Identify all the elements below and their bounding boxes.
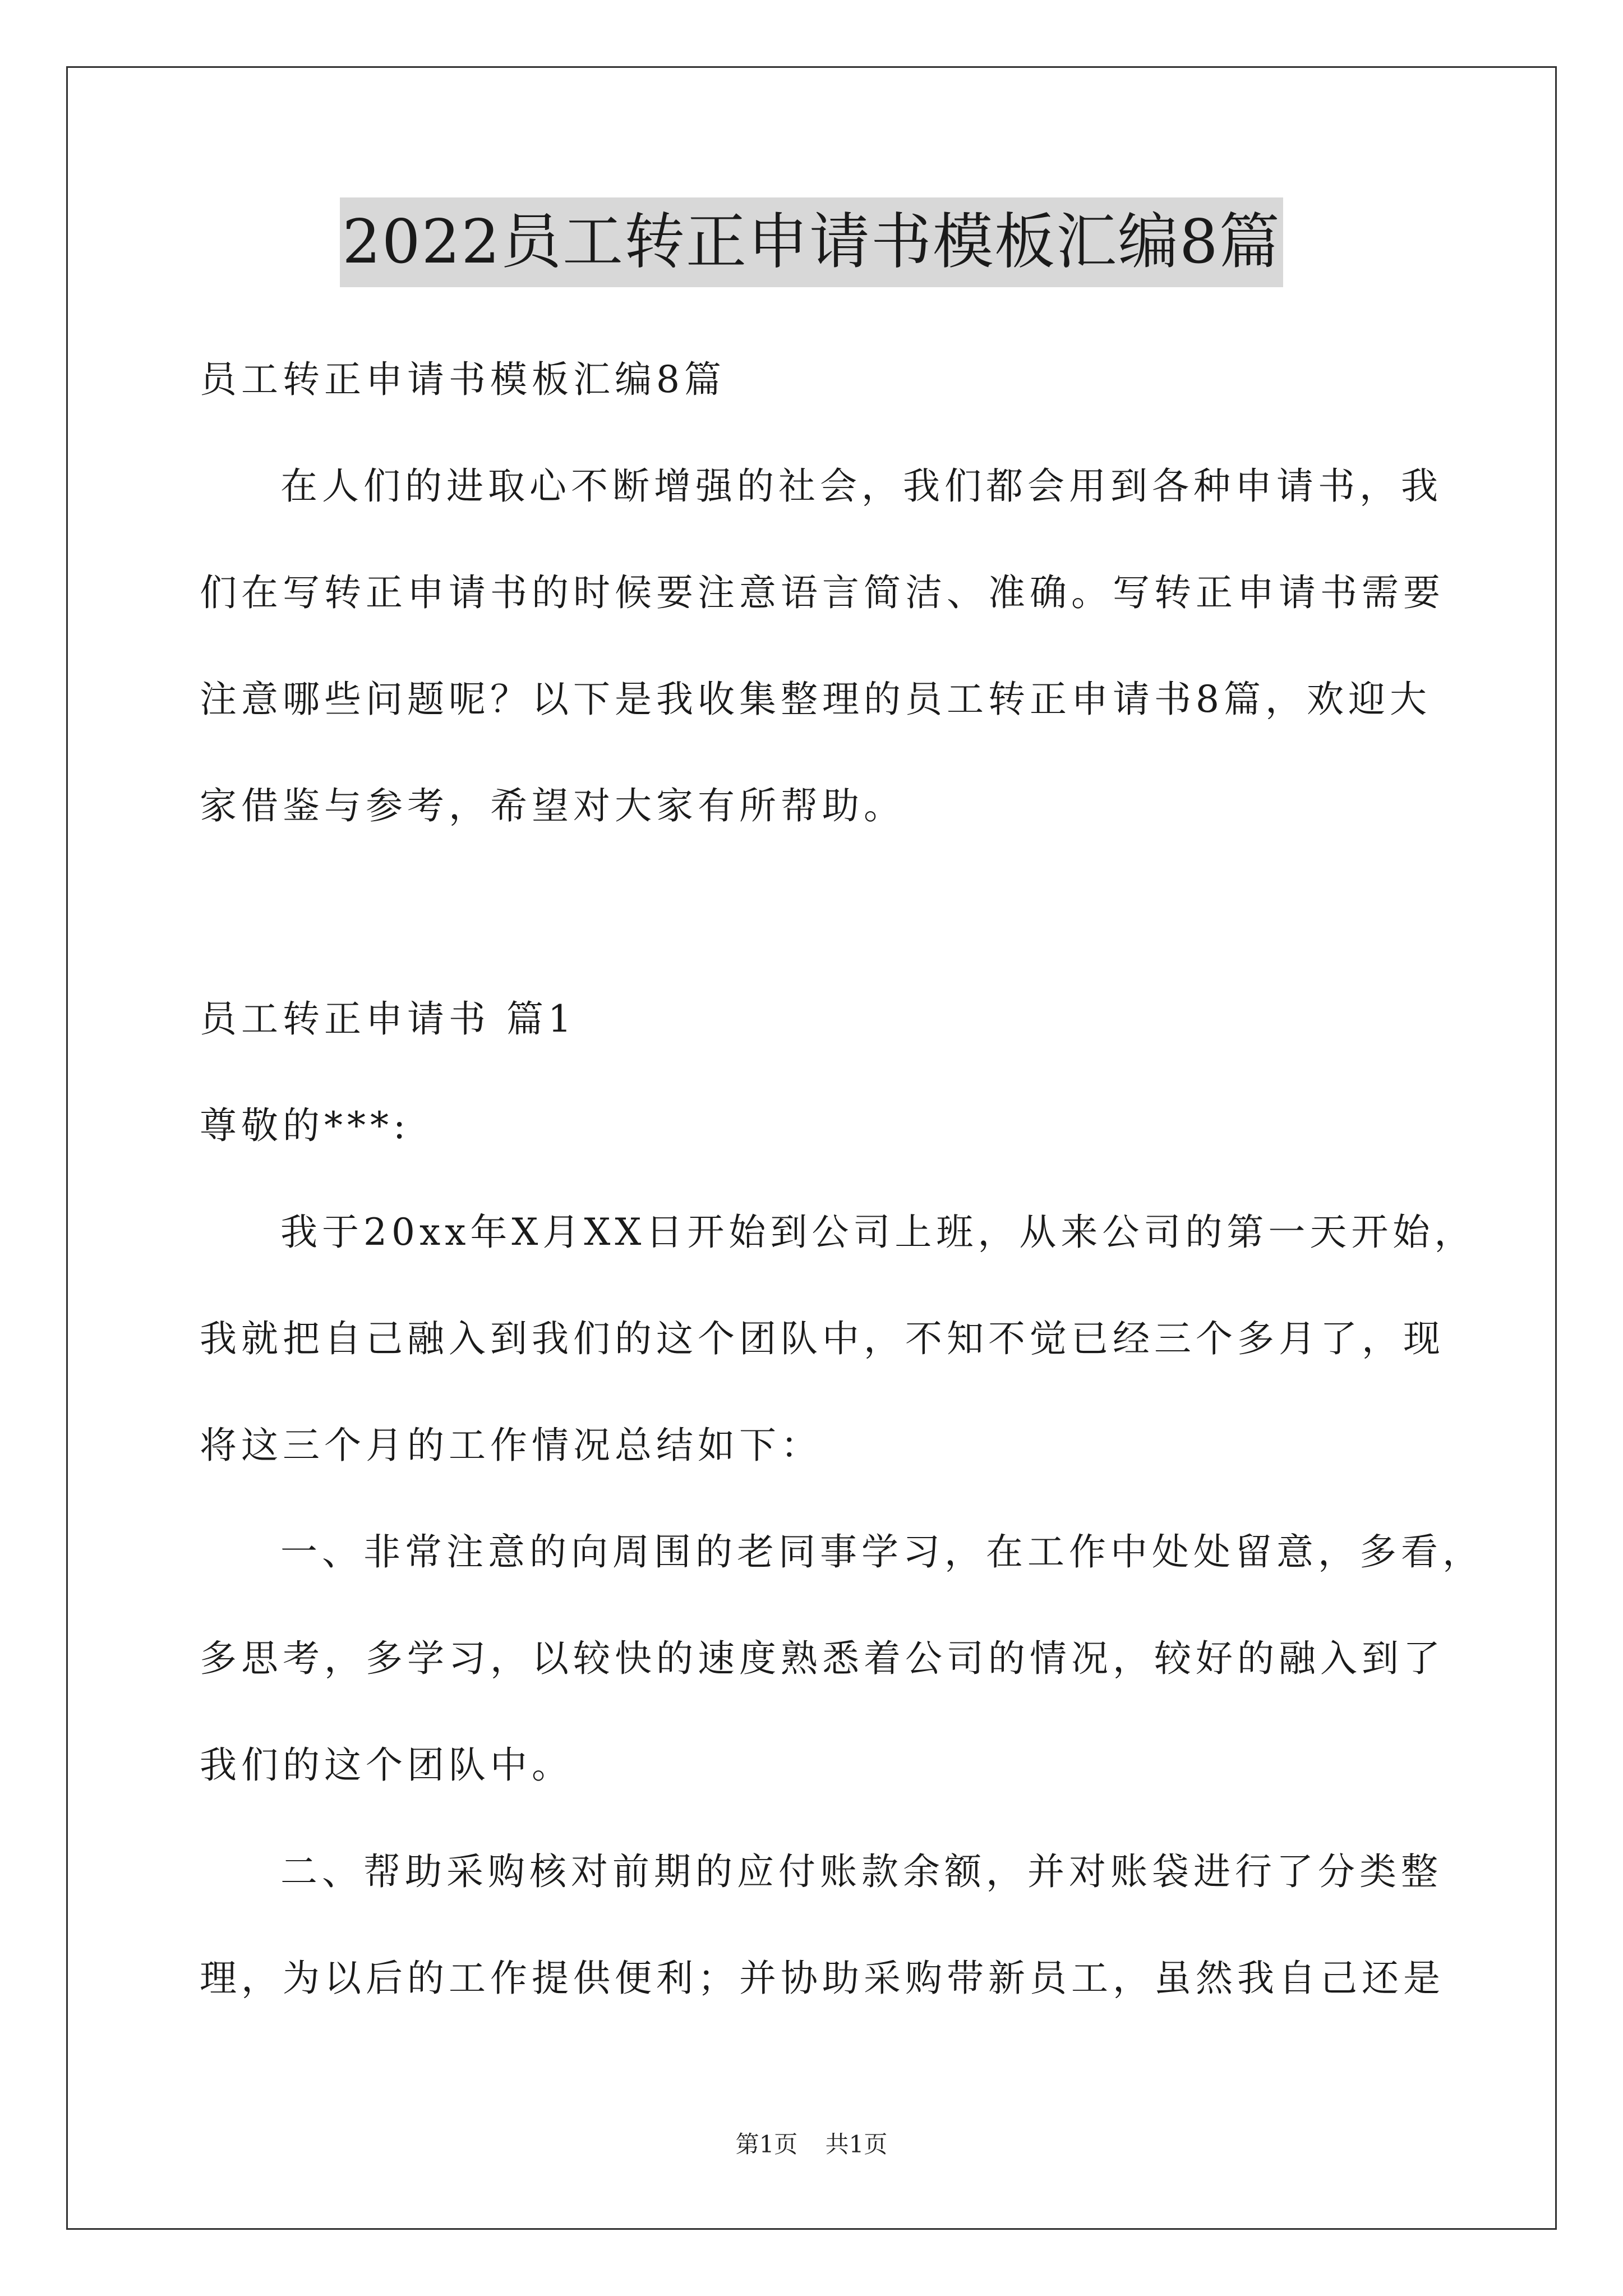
- page-total: 共1页: [825, 2131, 888, 2158]
- section-heading: 员工转正申请书 篇1: [200, 997, 576, 1041]
- body-line-7: 二、帮助采购核对前期的应付账款余额，并对账袋进行了分类整: [280, 1850, 1442, 1893]
- body-line-6: 我们的这个团队中。: [200, 1743, 573, 1787]
- body-line-5: 多思考，多学习，以较快的速度熟悉着公司的情况，较好的融入到了: [200, 1637, 1445, 1680]
- body-line-8: 理，为以后的工作提供便利；并协助采购带新员工，虽然我自己还是: [200, 1957, 1445, 2000]
- intro-line-4: 家借鉴与参考，希望对大家有所帮助。: [200, 784, 905, 827]
- salutation: 尊敬的***:: [200, 1104, 411, 1147]
- body-line-3: 将这三个月的工作情况总结如下：: [200, 1424, 822, 1467]
- page-footer: [0, 2129, 1623, 2160]
- body-line-1: 我于20xx年X月XX日开始到公司上班，从来公司的第一天开始，: [280, 1211, 1476, 1254]
- document-subtitle: 员工转正申请书模板汇编8篇: [200, 358, 726, 401]
- body-line-4: 一、非常注意的向周围的老同事学习，在工作中处处留意，多看，: [280, 1530, 1484, 1573]
- body-line-2: 我就把自己融入到我们的这个团队中，不知不觉已经三个多月了，现: [200, 1317, 1445, 1360]
- intro-line-3: 注意哪些问题呢？以下是我收集整理的员工转正申请书8篇，欢迎大: [200, 678, 1431, 721]
- page-number: 第1页: [735, 2131, 798, 2158]
- document-title: 2022员工转正申请书模板汇编8篇: [340, 197, 1283, 287]
- title-container: [0, 197, 1623, 287]
- intro-line-1: 在人们的进取心不断增强的社会，我们都会用到各种申请书，我: [280, 464, 1442, 508]
- intro-line-2: 们在写转正申请书的时候要注意语言简洁、准确。写转正申请书需要: [200, 571, 1445, 614]
